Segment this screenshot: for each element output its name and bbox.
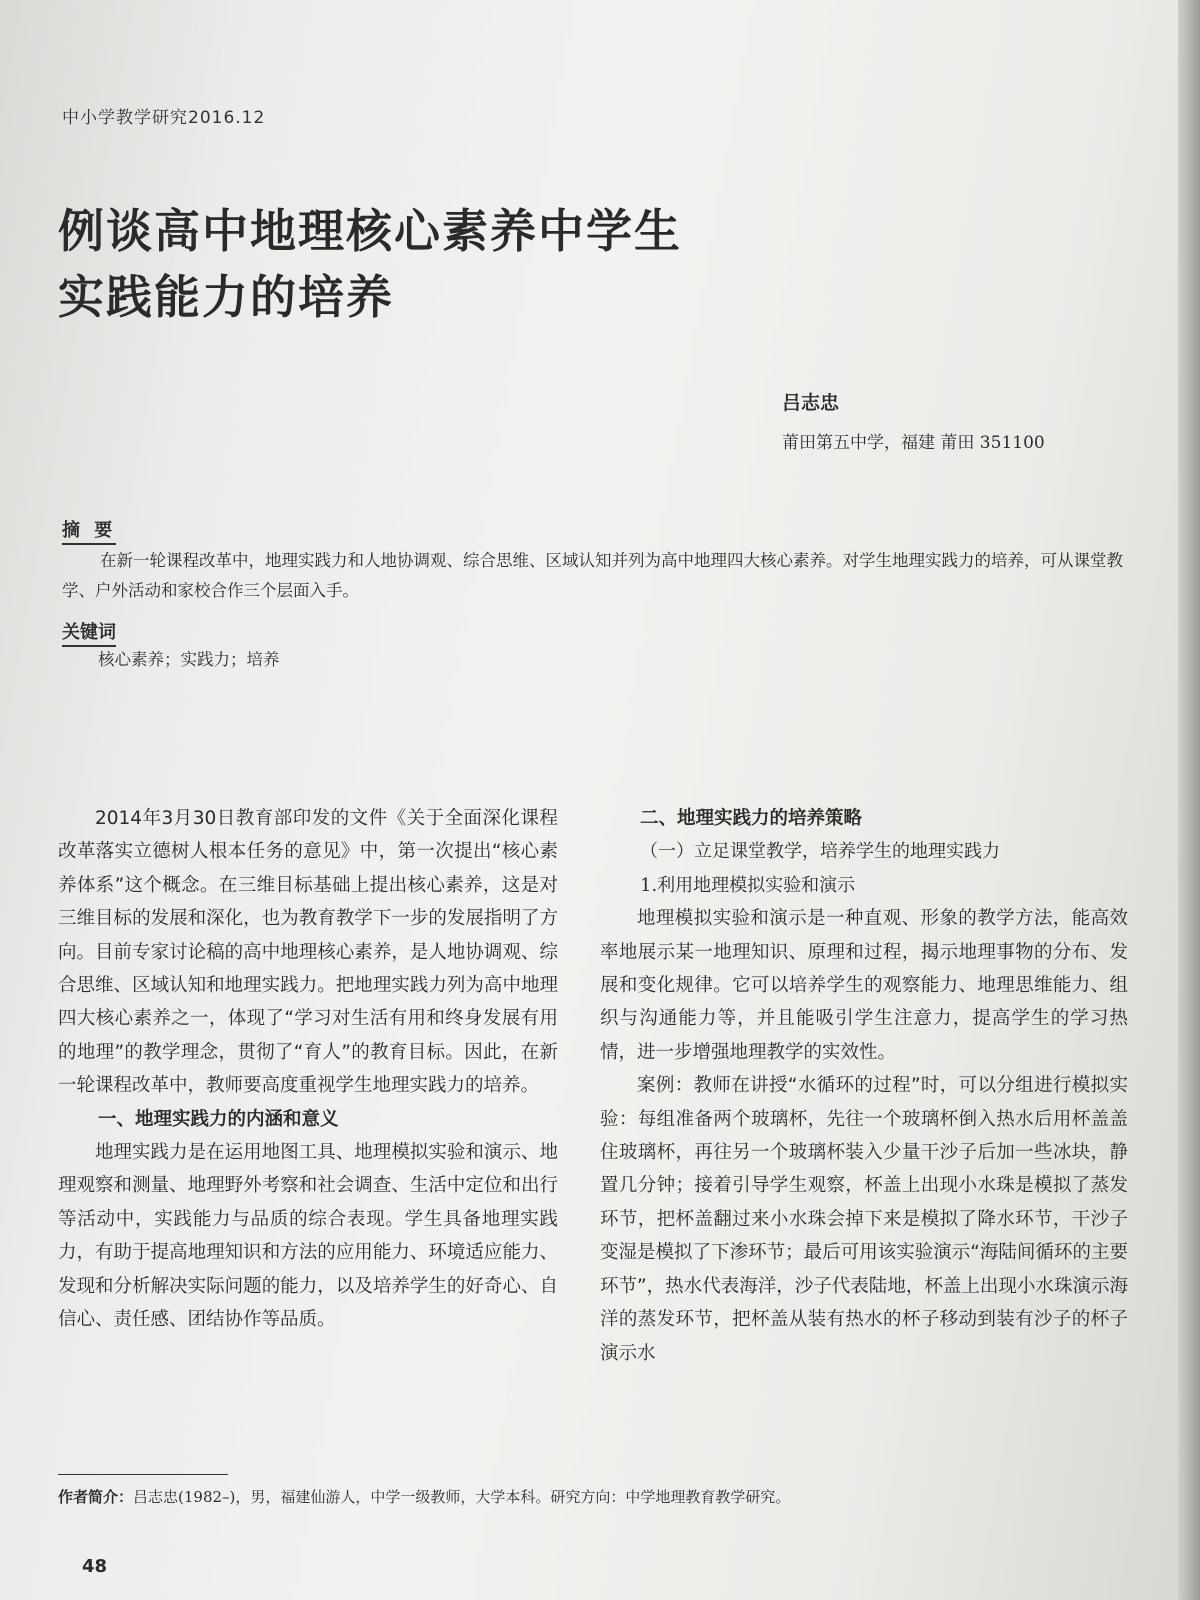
keywords-text: 核心素养；实践力；培养 <box>98 650 280 669</box>
author-affiliation: 莆田第五中学，福建 莆田 351100 <box>782 433 1045 453</box>
footnote-label: 作者简介： <box>58 1488 134 1506</box>
subsubsection-1-heading: 1.利用地理模拟实验和演示 <box>640 874 856 896</box>
abstract-label: 摘 要 <box>62 516 116 545</box>
page-number: 48 <box>82 1556 108 1577</box>
subsection-1-heading: （一）立足课堂教学，培养学生的地理实践力 <box>640 841 1000 863</box>
footnote-divider <box>58 1474 228 1475</box>
right-column <box>600 802 1128 1370</box>
intro-paragraph: 2014年3月30日教育部印发的文件《关于全面深化课程改革落实立德树人根本任务的意见》中，第一次提出“核心素养体系”这个概念。在三维目标基础上提出核心素养，这是对三维目标的发展和深化，也为教育教学下一步的发展指明了方向。目前专家讨论稿的高中地理核心素养，是人地协调观、综合思维、区域认知和地理实践力。把地理实践力列为高中地理四大核心素养之一，体现了“学习对生活有用和终身发展有用的地理”的教学理念，贯彻了“育人”的教育目标。因此，在新一轮课程改革中，教师要高度重视学生地理实践力的培养。 <box>58 808 558 1097</box>
section-1-paragraph: 地理实践力是在运用地图工具、地理模拟实验和演示、地理观察和测量、地理野外考察和社会调查、生活中定位和出行等活动中，实践能力与品质的综合表现。学生具备地理实践力，有助于提高地理知识和方法的应用能力、环境适应能力、发现和分析解决实际问题的能力，以及培养学生的好奇心、自信心、责任感、团结协作等品质。 <box>58 1142 558 1331</box>
title-line-1: 例谈高中地理核心素养中学生 <box>58 204 682 258</box>
author-footnote <box>58 1486 790 1507</box>
title-line-2: 实践能力的培养 <box>58 270 394 324</box>
author-name: 吕志忠 <box>782 392 840 414</box>
abstract-text: 在新一轮课程改革中，地理实践力和人地协调观、综合思维、区域认知并列为高中地理四大核心素养。对学生地理实践力的培养，可从课堂教学、户外活动和家校合作三个层面入手。 <box>62 551 1123 600</box>
left-column <box>58 802 558 1337</box>
page-edge <box>1178 0 1200 1600</box>
case-paragraph: 案例：教师在讲授“水循环的过程”时，可以分组进行模拟实验：每组准备两个玻璃杯，先往一个玻璃杯倒入热水后用杯盖盖住玻璃杯，再往另一个玻璃杯装入少量干沙子后加一些冰块，静置几分钟；接着引导学生观察，杯盖上出现小水珠是模拟了蒸发环节，把杯盖翻过来小水珠会掉下来是模拟了降水环节，干沙子变湿是模拟了下渗环节；最后可用该实验演示“海陆间循环的主要环节”，热水代表海洋，沙子代表陆地，杯盖上出现小水珠演示海洋的蒸发环节，把杯盖从装有热水的杯子移动到装有沙子的杯子演示水 <box>600 1075 1128 1364</box>
section-1-heading: 一、地理实践力的内涵和意义 <box>98 1108 339 1130</box>
keywords-label: 关键词 <box>62 618 116 647</box>
section-2-heading: 二、地理实践力的培养策略 <box>640 808 863 829</box>
simulation-paragraph: 地理模拟实验和演示是一种直观、形象的教学方法，能高效率地展示某一地理知识、原理和过程，揭示地理事物的分布、发展和变化规律。它可以培养学生的观察能力、地理思维能力、组织与沟通能力等，并且能吸引学生注意力，提高学生的学习热情，进一步增强地理教学的实效性。 <box>600 908 1128 1063</box>
journal-header: 中小学教学研究2016.12 <box>62 108 266 128</box>
article-title <box>58 198 848 330</box>
footnote-text: 吕志忠(1982–)，男，福建仙游人，中学一级教师，大学本科。研究方向：中学地理教育教学研究。 <box>133 1488 791 1506</box>
